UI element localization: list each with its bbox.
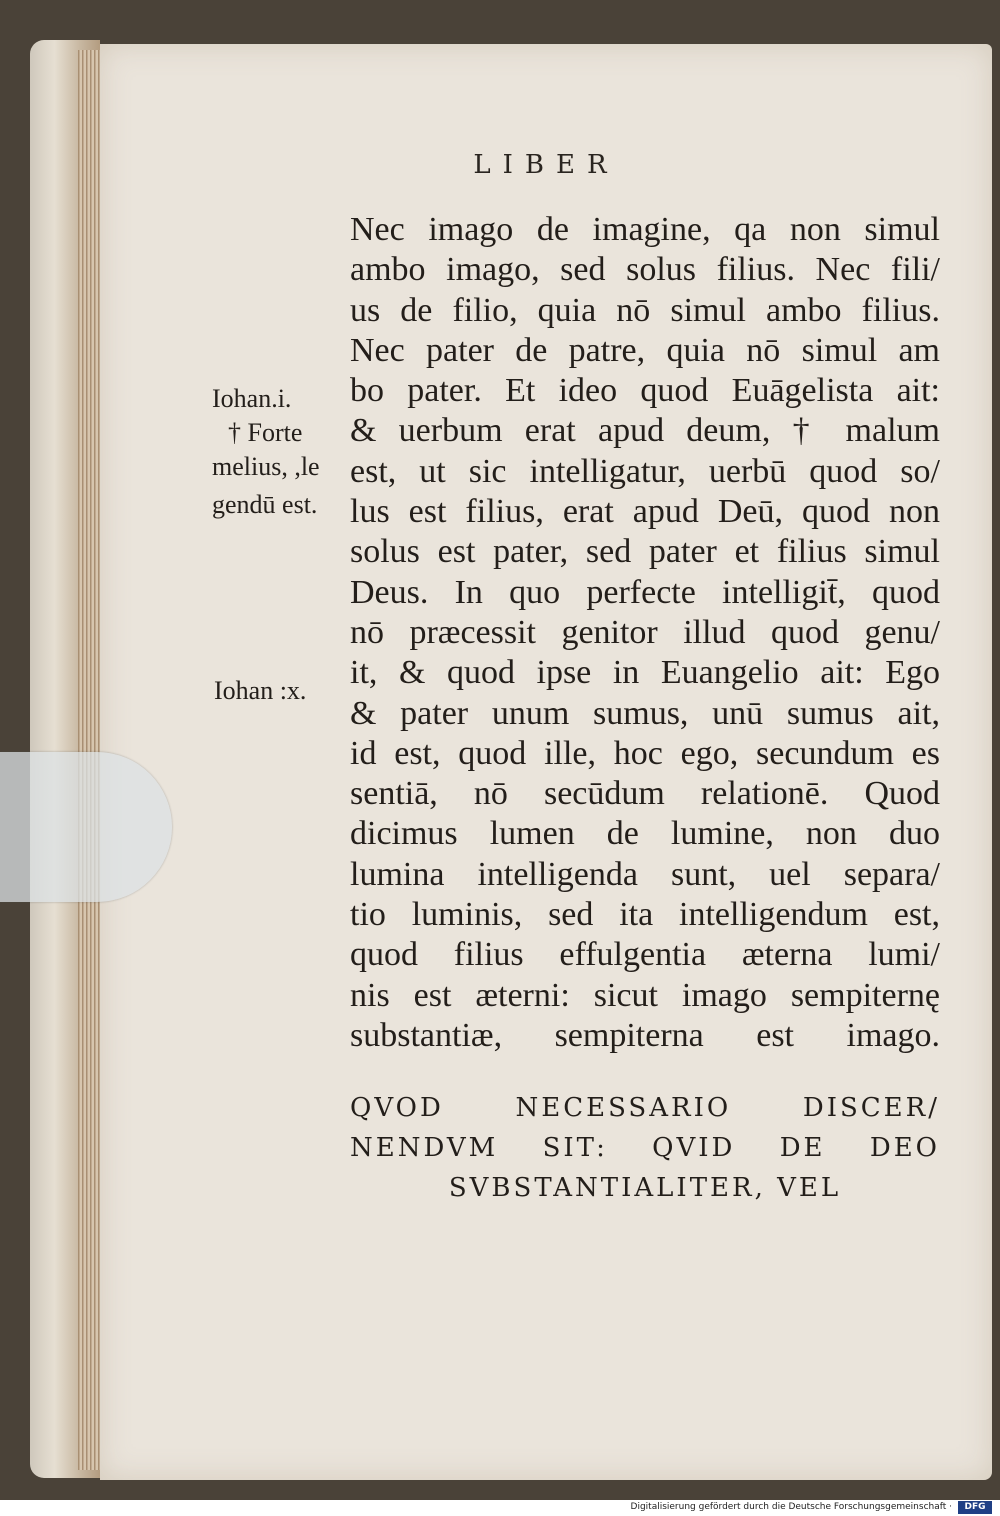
margin-note-gendum: gendū est. bbox=[212, 490, 318, 519]
heading-line: NENDVM SIT: QVID DE DEO bbox=[350, 1133, 940, 1163]
text-line: solus est pater, sed pater et filius simul bbox=[350, 533, 940, 571]
margin-note-melius: melius, ,le bbox=[212, 452, 320, 481]
text-line: Nec pater de patre, quia nō simul am bbox=[350, 331, 940, 369]
heading-line: SVBSTANTIALITER, VEL bbox=[448, 1173, 842, 1203]
margin-note-iohan-x: Iohan :x. bbox=[214, 676, 307, 705]
text-line: us de filio, quia nō simul ambo filius. bbox=[350, 291, 940, 329]
body-text bbox=[350, 210, 940, 1056]
heading-line: QVOD NECESSARIO DISCER/ bbox=[350, 1093, 940, 1123]
page-holder-tab bbox=[0, 752, 172, 902]
text-line: & pater unum sumus, unū sumus ait, bbox=[350, 694, 940, 732]
margin-note-forte: † Forte bbox=[228, 418, 303, 447]
running-head: LIBER bbox=[473, 150, 619, 180]
text-line: bo pater. Et ideo quod Euāgelista ait: bbox=[350, 372, 940, 410]
text-line: lus est filius, erat apud Deū, quod non bbox=[350, 493, 940, 531]
chapter-heading bbox=[350, 1088, 940, 1208]
funding-credit: Digitalisierung gefördert durch die Deutsche Forschungsgemeinschaft · bbox=[630, 1502, 952, 1512]
text-line: Deus. In quo perfecte intelligit̄, quod bbox=[350, 573, 940, 611]
text-line: tio luminis, sed ita intelligendum est, bbox=[350, 896, 940, 934]
text-line: & uerbum erat apud deum, † malum bbox=[350, 412, 940, 450]
text-line: Nec imago de imagine, qa non simul bbox=[350, 211, 940, 248]
text-line: substantiæ, sempiterna est imago. bbox=[350, 1016, 940, 1054]
dfg-logo: DFG bbox=[958, 1501, 992, 1514]
text-line: sentiā, nō secūdum relationē. Quod bbox=[350, 775, 940, 813]
text-line: ambo imago, sed solus filius. Nec fili/ bbox=[350, 251, 940, 289]
text-line: it, & quod ipse in Euangelio ait: Ego bbox=[350, 654, 940, 692]
text-line: dicimus lumen de lumine, non duo bbox=[350, 815, 940, 853]
text-line: nō præcessit genitor illud quod genu/ bbox=[350, 613, 940, 651]
text-line: quod filius effulgentia æterna lumi/ bbox=[350, 936, 940, 974]
text-line: lumina intelligenda sunt, uel separa/ bbox=[350, 855, 940, 893]
text-line: nis est æterni: sicut imago sempiternę bbox=[350, 976, 940, 1014]
margin-note-iohan-i: Iohan.i. bbox=[212, 384, 292, 413]
text-line: id est, quod ille, hoc ego, secundum es bbox=[350, 734, 940, 772]
text-line: est, ut sic intelligatur, uerbū quod so/ bbox=[350, 452, 940, 490]
